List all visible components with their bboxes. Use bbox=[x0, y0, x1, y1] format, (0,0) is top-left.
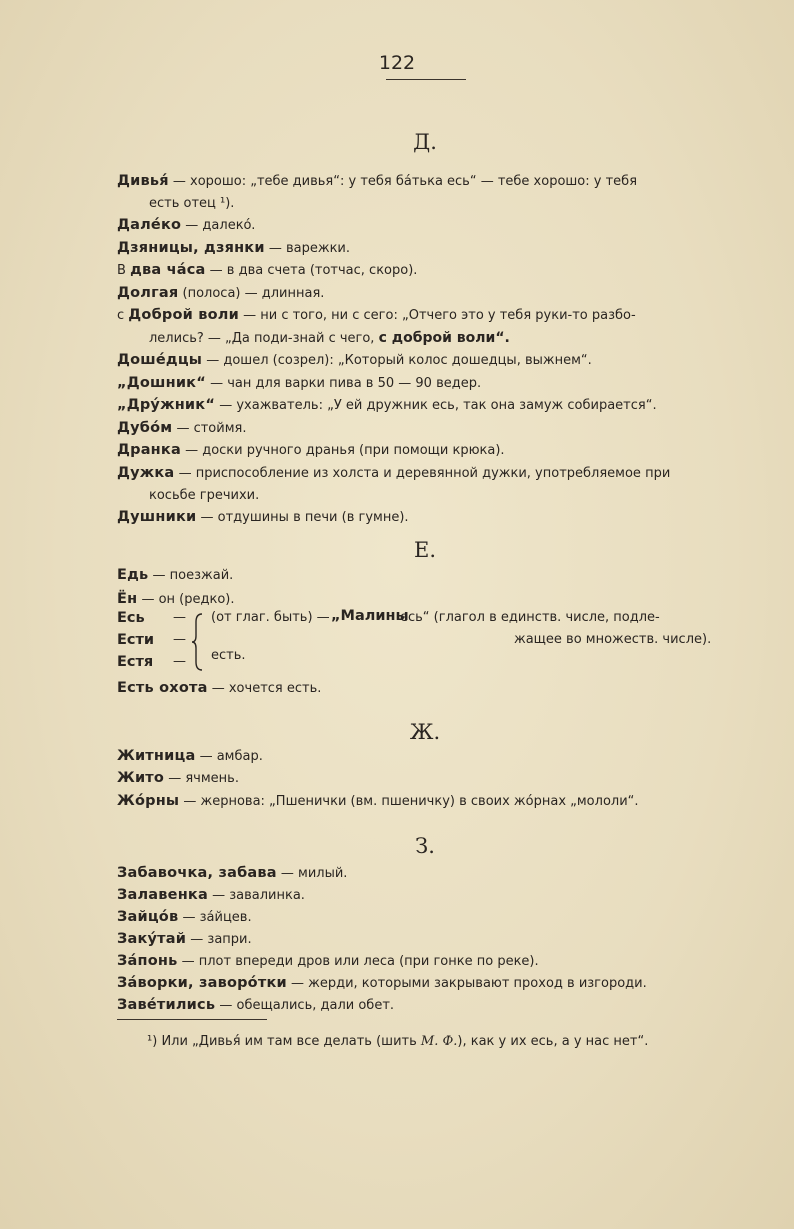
definition: — завалинка. bbox=[212, 888, 305, 903]
entry-zavorki bbox=[117, 972, 739, 995]
definition: — поезжай. bbox=[152, 568, 234, 583]
definition: — запри. bbox=[190, 932, 252, 947]
headword: Дубо́м bbox=[117, 420, 173, 436]
definition-part: есть. bbox=[211, 648, 246, 663]
definition: — ухажватель: „У ей дружник есь, так она замуж собирается“. bbox=[219, 398, 657, 413]
definition-continued: есть отец ¹). bbox=[149, 196, 235, 211]
headword: Доше́дцы bbox=[117, 352, 203, 368]
definition: (полоса) — длинная. bbox=[182, 286, 325, 301]
definition: — в два счета (тотчас, скоро). bbox=[209, 263, 418, 278]
headword: Доброй воли bbox=[128, 307, 239, 323]
definition: — жерди, которыми закрывают проход в изгороди. bbox=[291, 976, 647, 991]
headword: Зайцо́в bbox=[117, 909, 179, 925]
definition: — доски ручного дранья (при помощи крюка). bbox=[185, 443, 505, 458]
entry-zhito bbox=[117, 767, 739, 790]
section-heading-z: З. bbox=[415, 834, 435, 858]
entry-dubom bbox=[117, 417, 739, 440]
headword-estya: Естя bbox=[117, 654, 154, 670]
entry-yon bbox=[117, 588, 739, 611]
entry-zavetilis bbox=[117, 994, 739, 1017]
headword: Ён bbox=[117, 591, 138, 607]
entry-dushniki bbox=[117, 506, 739, 529]
section-heading-e: Е. bbox=[413, 538, 436, 562]
entry-doshedtsy bbox=[117, 349, 739, 372]
headword: Жито bbox=[117, 770, 165, 786]
entry-zhitnitsa bbox=[117, 745, 739, 768]
entry-duzhka bbox=[117, 462, 739, 507]
page-number-rule bbox=[386, 79, 466, 80]
entry-dva-chasa bbox=[117, 259, 739, 282]
headword: За́понь bbox=[117, 953, 178, 969]
dash: — bbox=[173, 610, 186, 625]
footnote bbox=[147, 1034, 648, 1049]
headword: Забавочка, забава bbox=[117, 865, 277, 881]
footnote-italic: М. Ф. bbox=[420, 1034, 458, 1049]
entry-doshnik bbox=[117, 372, 739, 395]
definition: — ни с того, ни с сего: „Отчего это у тебя руки-то разбо- bbox=[243, 308, 636, 323]
definition: — плот впереди дров или леса (при гонке по реке). bbox=[181, 954, 539, 969]
headword: Заве́тились bbox=[117, 997, 216, 1013]
definition: — хорошо: „тебе дивья“: у тебя ба́тька есь“ — тебе хорошо: у тебя bbox=[172, 174, 638, 189]
definition: — чан для варки пива в 50 — 90 ведер. bbox=[210, 376, 482, 391]
definition: — ячмень. bbox=[168, 771, 239, 786]
definition-bold: „Малины bbox=[331, 608, 409, 624]
section-heading-zh: Ж. bbox=[409, 720, 441, 744]
definition: — жернова: „Пшенички (вм. пшеничку) в своих жóрнах „мололи“. bbox=[183, 794, 639, 809]
headword: „Дру́жник“ bbox=[117, 397, 216, 413]
dash: — bbox=[173, 654, 186, 669]
definition-part: (от глаг. быть) — bbox=[211, 610, 330, 625]
entry-dzyanitsy bbox=[117, 237, 739, 260]
continued-bold: с доброй воли“. bbox=[378, 330, 510, 346]
headword: Дранка bbox=[117, 442, 181, 458]
headword: Дивья́ bbox=[117, 173, 169, 189]
footnote-mark: ¹) bbox=[147, 1034, 158, 1049]
headword: Дзяницы, дзянки bbox=[117, 240, 265, 256]
headword: Есть охота bbox=[117, 680, 208, 696]
definition: — хочется есть. bbox=[211, 681, 322, 696]
definition-continued bbox=[117, 327, 739, 350]
definition: — дошел (созрел): „Который колос дошедцы, выжнем“. bbox=[206, 353, 592, 368]
dash: — bbox=[173, 632, 186, 647]
headword-esti: Ести bbox=[117, 632, 155, 648]
prefix: В bbox=[117, 263, 126, 278]
headword: Залавенка bbox=[117, 887, 208, 903]
section-heading-d: Д. bbox=[413, 130, 437, 154]
entry-druzhnik bbox=[117, 394, 739, 417]
headword: Житница bbox=[117, 748, 196, 764]
entry-dolgaya bbox=[117, 282, 739, 305]
entry-group-es bbox=[117, 610, 739, 672]
definition: — милый. bbox=[280, 866, 348, 881]
headword: „Дошник“ bbox=[117, 375, 206, 391]
definition: — варежки. bbox=[268, 241, 351, 256]
headword-es: Есь bbox=[117, 610, 145, 626]
entry-divya bbox=[117, 170, 739, 215]
definition: — стоймя. bbox=[176, 421, 247, 436]
prefix: с bbox=[117, 308, 125, 323]
entry-zakutay bbox=[117, 928, 739, 951]
definition: — обещались, дали обет. bbox=[219, 998, 395, 1013]
entry-zabavochka bbox=[117, 862, 739, 885]
definition: — амбар. bbox=[199, 749, 263, 764]
definition-continued: косьбе гречихи. bbox=[149, 488, 260, 503]
headword: два ча́са bbox=[130, 262, 206, 278]
definition-part: жащее во множеств. числе). bbox=[514, 632, 712, 647]
headword: Дужка bbox=[117, 465, 175, 481]
definition: — далекó. bbox=[185, 218, 256, 233]
footnote-rule bbox=[117, 1019, 267, 1020]
entry-zalavenka bbox=[117, 884, 739, 907]
entry-daleko bbox=[117, 214, 739, 237]
entry-dranka bbox=[117, 439, 739, 462]
definition: — он (редко). bbox=[141, 592, 235, 607]
entry-dobroy-voli bbox=[117, 304, 739, 350]
headword: Жо́рны bbox=[117, 793, 180, 809]
entry-ed bbox=[117, 564, 739, 587]
definition: — приспособление из холста и деревянной дужки, употребляемое при bbox=[178, 466, 671, 481]
page-number: 122 bbox=[378, 52, 416, 74]
brace-icon bbox=[191, 612, 205, 672]
entry-zapon bbox=[117, 950, 739, 973]
headword: Едь bbox=[117, 567, 149, 583]
entry-zaytsov bbox=[117, 906, 739, 929]
headword: Душники bbox=[117, 509, 197, 525]
definition-part: есь“ (глагол в единств. числе, подле- bbox=[400, 610, 660, 625]
footnote-text: Или „Дивья́ им там все делать (шить bbox=[161, 1034, 417, 1049]
headword: Долгая bbox=[117, 285, 179, 301]
definition: — отдушины в печи (в гумне). bbox=[200, 510, 409, 525]
headword: За́ворки, заворо́тки bbox=[117, 975, 287, 991]
entry-est-okhota bbox=[117, 677, 739, 700]
entry-zhorny bbox=[117, 790, 739, 813]
continued-text: лелись? — „Да поди-знай с чего, bbox=[149, 331, 375, 346]
headword: Заку́тай bbox=[117, 931, 187, 947]
definition: — за́йцев. bbox=[182, 910, 252, 925]
footnote-text-end: ), как у их есь, а у нас нет“. bbox=[457, 1034, 649, 1049]
headword: Дале́ко bbox=[117, 217, 182, 233]
